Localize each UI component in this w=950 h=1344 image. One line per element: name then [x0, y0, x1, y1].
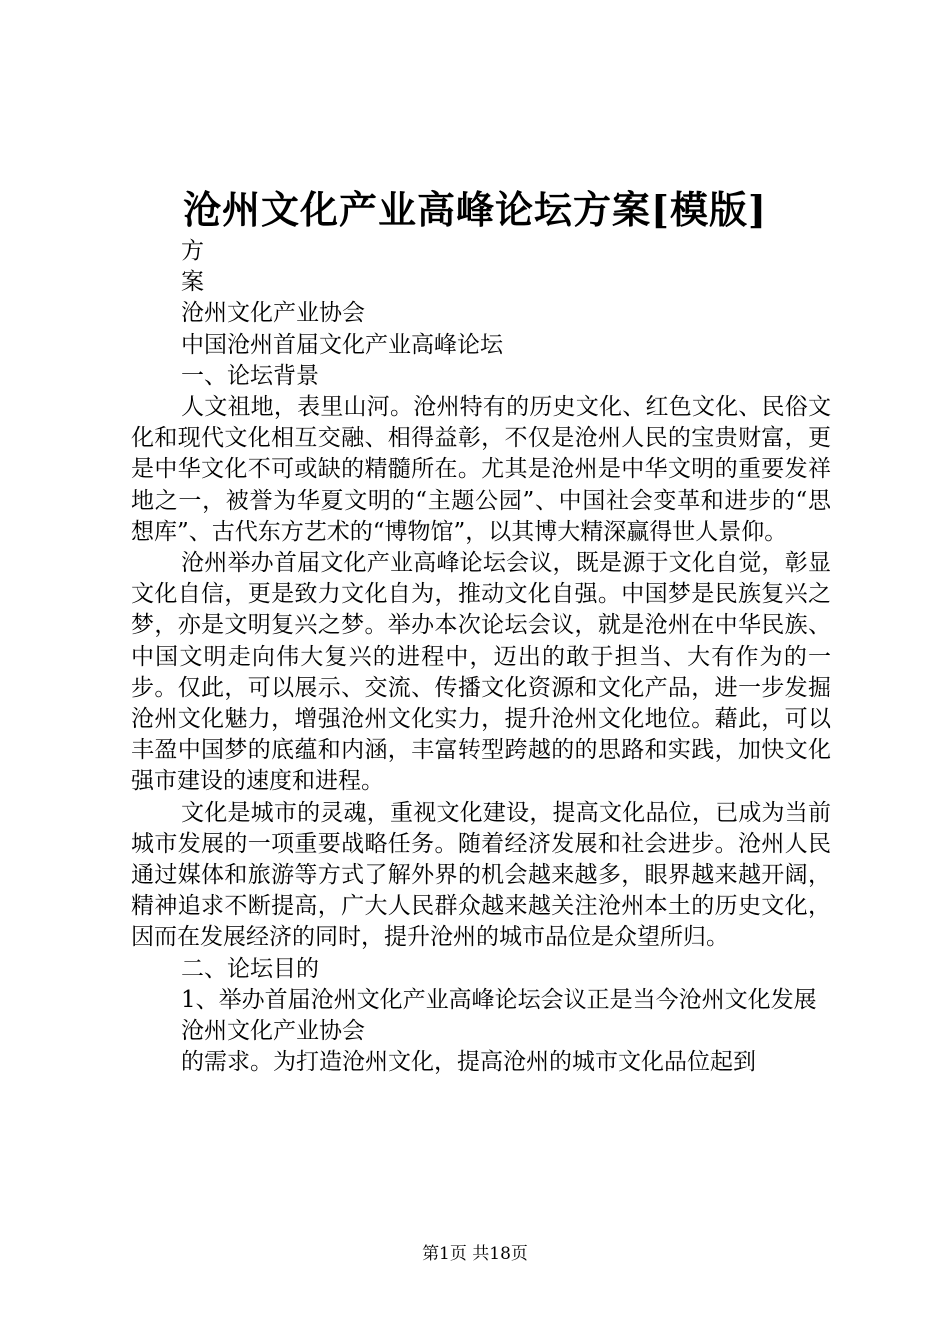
paragraph-purpose-continued: 的需求。为打造沧州文化，提高沧州的城市文化品位起到 — [181, 1049, 756, 1076]
organizer-line: 沧州文化产业协会 — [181, 300, 365, 327]
page-number-footer: 第1页 共18页 — [422, 1244, 528, 1264]
document-body — [131, 236, 831, 1078]
paragraph-background-3: 文化是城市的灵魂，重视文化建设，提高文化品位，已成为当前城市发展的一项重要战略任务。随着经济发展和社会进步。沧州人民通过媒体和旅游等方式了解外界的机会越来越多，眼界越来越开阔，精神追求不断提高，广大人民群众越来越关注沧州本土的历史文化，因而在发展经济的同时，提升沧州的城市品位是众望所归。 — [131, 799, 831, 951]
organizer-line-repeat: 沧州文化产业协会 — [181, 1018, 365, 1045]
forum-name-line: 中国沧州首届文化产业高峰论坛 — [181, 331, 503, 358]
section-heading-purpose: 二、论坛目的 — [181, 955, 319, 982]
paragraph-background-2: 沧州举办首届文化产业高峰论坛会议，既是源于文化自觉，彰显文化自信，更是致力文化自为，推动文化自强。中国梦是民族复兴之梦，亦是文明复兴之梦。举办本次论坛会议，就是沧州在中华民族、中国文明走向伟大复兴的进程中，迈出的敢于担当、大有作为的一步。仅此，可以展示、交流、传播文化资源和文化产品，进一步发掘沧州文化魅力，增强沧州文化实力，提升沧州文化地位。藉此，可以丰盈中国梦的底蕴和内涵，丰富转型跨越的的思路和实践，加快文化强市建设的速度和进程。 — [131, 550, 831, 795]
heading-line-fang: 方 — [181, 238, 204, 264]
section-heading-background: 一、论坛背景 — [181, 362, 319, 389]
document-title: 沧州文化产业高峰论坛方案[模版] — [183, 187, 767, 232]
paragraph-purpose-1: 1、举办首届沧州文化产业高峰论坛会议正是当今沧州文化发展 — [181, 986, 817, 1013]
heading-line-an: 案 — [181, 269, 204, 296]
paragraph-background-1: 人文祖地，表里山河。沧州特有的历史文化、红色文化、民俗文化和现代文化相互交融、相得益彰，不仅是沧州人民的宝贵财富，更是中华文化不可或缺的精髓所在。尤其是沧州是中华文明的重要发祥地之一，被誉为华夏文明的“主题公园”、中国社会变革和进步的“思想库”、古代东方艺术的“博物馆”，以其博大精深赢得世人景仰。 — [131, 394, 831, 545]
